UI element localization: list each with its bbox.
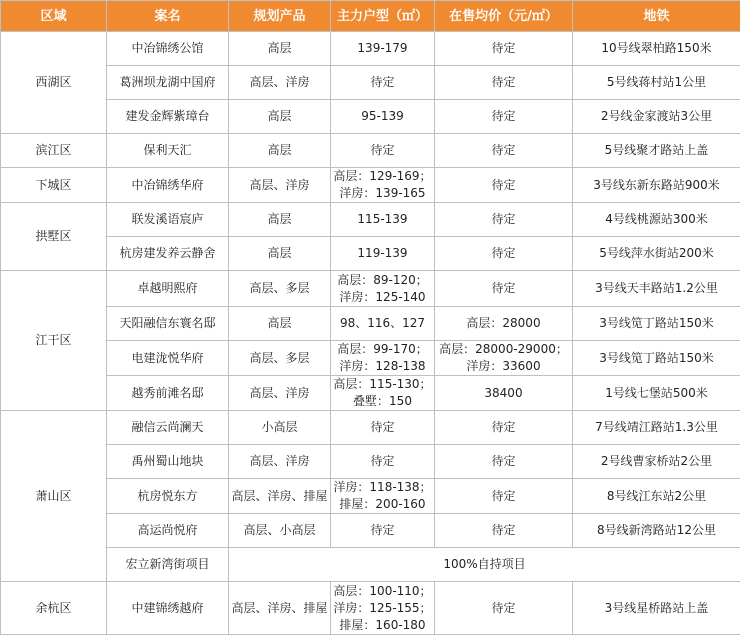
project-name: 葛洲坝龙湖中国府: [107, 66, 229, 100]
price-cell: 高层：28000: [435, 307, 573, 341]
area-cell: [331, 271, 435, 307]
area-line: 高层：89-120；: [333, 272, 432, 289]
metro-cell: 3号线天丰路站1.2公里: [573, 271, 740, 307]
table-row: [1, 376, 740, 411]
metro-cell: 7号线靖江路站1.3公里: [573, 411, 740, 445]
project-name: 融信云尚澜天: [107, 411, 229, 445]
district-cell: 余杭区: [1, 582, 107, 635]
metro-cell: 3号线笕丁路站150米: [573, 307, 740, 341]
area-line: 高层：99-170；: [333, 341, 432, 358]
project-name: 中建锦绣越府: [107, 582, 229, 635]
price-cell: 38400: [435, 376, 573, 411]
price-cell: 待定: [435, 66, 573, 100]
header-metro: 地铁: [573, 1, 740, 32]
area-cell: 139-179: [331, 32, 435, 66]
area-cell: 95-139: [331, 100, 435, 134]
area-line: 洋房：125-155；: [333, 600, 432, 617]
district-cell: 江干区: [1, 271, 107, 411]
area-line: 洋房：118-138；: [333, 479, 432, 496]
area-line: 洋房：128-138: [333, 358, 432, 375]
header-product: 规划产品: [229, 1, 331, 32]
table-row: [1, 514, 740, 548]
metro-cell: 2号线曹家桥站2公里: [573, 445, 740, 479]
metro-cell: 4号线桃源站300米: [573, 203, 740, 237]
price-cell: 待定: [435, 168, 573, 203]
product-cell: 小高层: [229, 411, 331, 445]
product-cell: 高层、洋房: [229, 376, 331, 411]
area-cell: [331, 341, 435, 376]
product-cell: 高层: [229, 203, 331, 237]
table-row: [1, 203, 740, 237]
area-line: 高层：100-110；: [333, 583, 432, 600]
area-cell: 待定: [331, 445, 435, 479]
project-name: 建发金辉紫璋台: [107, 100, 229, 134]
table-row: [1, 100, 740, 134]
table-row: [1, 134, 740, 168]
table-row: [1, 271, 740, 307]
area-cell: [331, 582, 435, 635]
price-line: 高层：28000-29000；: [437, 341, 570, 358]
note-cell: 100%自持项目: [229, 548, 740, 582]
metro-cell: 5号线蒋村站1公里: [573, 66, 740, 100]
metro-cell: 2号线金家渡站3公里: [573, 100, 740, 134]
product-cell: 高层、洋房、排屋: [229, 479, 331, 514]
area-cell: [331, 376, 435, 411]
price-cell: 待定: [435, 237, 573, 271]
product-cell: 高层: [229, 100, 331, 134]
district-cell: 下城区: [1, 168, 107, 203]
product-cell: 高层: [229, 307, 331, 341]
header-price: 在售均价（元/㎡）: [435, 1, 573, 32]
metro-cell: 3号线笕丁路站150米: [573, 341, 740, 376]
project-name: 中冶锦绣公馆: [107, 32, 229, 66]
metro-cell: 3号线星桥路站上盖: [573, 582, 740, 635]
price-cell: [435, 341, 573, 376]
area-line: 洋房：125-140: [333, 289, 432, 306]
product-cell: 高层: [229, 237, 331, 271]
table-row: [1, 341, 740, 376]
area-line: 叠墅：150: [333, 393, 432, 410]
area-cell: 115-139: [331, 203, 435, 237]
price-cell: 待定: [435, 514, 573, 548]
header-project: 案名: [107, 1, 229, 32]
area-cell: 待定: [331, 66, 435, 100]
project-name: 高运尚悦府: [107, 514, 229, 548]
area-cell: 待定: [331, 411, 435, 445]
area-cell: 98、116、127: [331, 307, 435, 341]
area-cell: [331, 479, 435, 514]
header-area: 主力户型（㎡）: [331, 1, 435, 32]
metro-cell: 10号线翠柏路150米: [573, 32, 740, 66]
project-name: 中冶锦绣华府: [107, 168, 229, 203]
area-line: 洋房：139-165: [333, 185, 432, 202]
district-cell: 滨江区: [1, 134, 107, 168]
district-cell: 拱墅区: [1, 203, 107, 271]
price-cell: 待定: [435, 32, 573, 66]
price-cell: 待定: [435, 271, 573, 307]
project-name: 禹州蜀山地块: [107, 445, 229, 479]
price-cell: 待定: [435, 582, 573, 635]
project-name: 杭房悦东方: [107, 479, 229, 514]
area-cell: 待定: [331, 134, 435, 168]
project-name: 保利天汇: [107, 134, 229, 168]
project-name: 联发溪语宸庐: [107, 203, 229, 237]
district-cell: 西湖区: [1, 32, 107, 134]
area-line: 高层：115-130；: [333, 376, 432, 393]
product-cell: 高层、洋房、排屋: [229, 582, 331, 635]
table-row: [1, 582, 740, 635]
project-name: 天阳融信东寰名邸: [107, 307, 229, 341]
price-cell: 待定: [435, 479, 573, 514]
metro-cell: 8号线江东站2公里: [573, 479, 740, 514]
product-cell: 高层、多层: [229, 341, 331, 376]
price-cell: 待定: [435, 134, 573, 168]
area-line: 排屋：160-180: [333, 617, 432, 634]
table-row: [1, 237, 740, 271]
product-cell: 高层、多层: [229, 271, 331, 307]
project-name: 越秀前滩名邸: [107, 376, 229, 411]
metro-cell: 3号线东新东路站900米: [573, 168, 740, 203]
project-name: 电建泷悦华府: [107, 341, 229, 376]
table-row: [1, 307, 740, 341]
price-cell: 待定: [435, 411, 573, 445]
product-cell: 高层: [229, 134, 331, 168]
area-line: 高层：129-169；: [333, 168, 432, 185]
table-row: [1, 168, 740, 203]
table-row: [1, 445, 740, 479]
table-row: [1, 548, 740, 582]
product-cell: 高层: [229, 32, 331, 66]
header-row: [1, 1, 740, 32]
area-cell: 119-139: [331, 237, 435, 271]
metro-cell: 1号线七堡站500米: [573, 376, 740, 411]
metro-cell: 8号线新湾路站12公里: [573, 514, 740, 548]
area-line: 排屋：200-160: [333, 496, 432, 513]
product-cell: 高层、洋房: [229, 168, 331, 203]
table-row: [1, 479, 740, 514]
price-cell: 待定: [435, 203, 573, 237]
project-name: 宏立新湾街项目: [107, 548, 229, 582]
table-row: [1, 32, 740, 66]
price-cell: 待定: [435, 445, 573, 479]
price-cell: 待定: [435, 100, 573, 134]
project-name: 杭房建发养云静舍: [107, 237, 229, 271]
area-cell: [331, 168, 435, 203]
product-cell: 高层、洋房: [229, 66, 331, 100]
table-row: [1, 66, 740, 100]
product-cell: 高层、洋房: [229, 445, 331, 479]
table-row: [1, 411, 740, 445]
metro-cell: 5号线萍水街站200米: [573, 237, 740, 271]
area-cell: 待定: [331, 514, 435, 548]
project-name: 卓越明熙府: [107, 271, 229, 307]
product-cell: 高层、小高层: [229, 514, 331, 548]
metro-cell: 5号线聚才路站上盖: [573, 134, 740, 168]
price-line: 洋房：33600: [437, 358, 570, 375]
header-district: 区域: [1, 1, 107, 32]
district-cell: 萧山区: [1, 411, 107, 582]
